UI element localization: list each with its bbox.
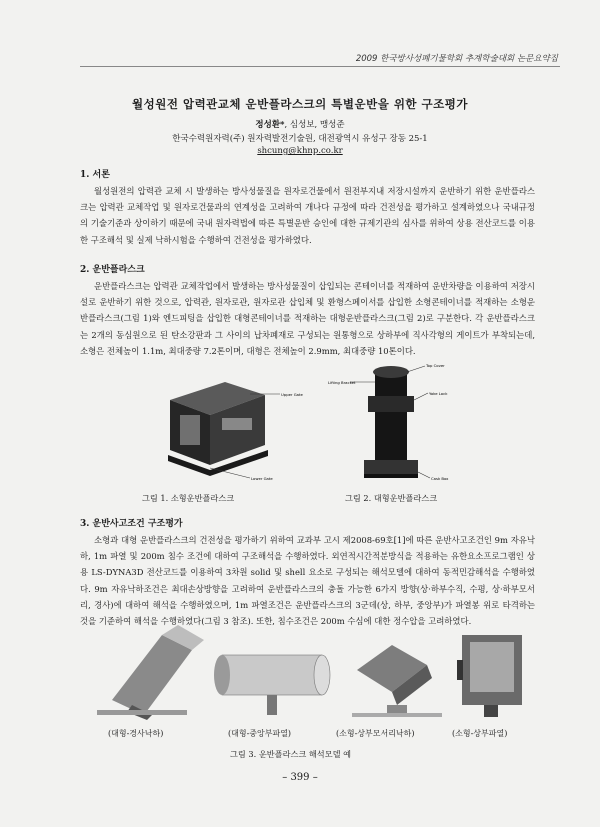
section-body-accident: 소형과 대형 운반플라스크의 건전성을 평가하기 위하여 교과부 고시 제2008-69호[1]에 따른 운반사고조건인 9m 자유낙하, 1m 파열 및 200m 침수 조건에 대하여 구조해석을 수행하였다. 외연적시간적분방식을 적용하는 유한요소프로그램인 상용 LS-DYNA3D 전산코드를 이용하여 3차원 solid 및 shell 요소로 구성되는 해석모델에 대하여 동적민감해석을 수행하였다. 9m 자유낙하조건은 최대손상방향을 고려하여 운반플라스크의 충돌 가능한 6가지 방향(상·하부수직, 수평, 상·하부모서리, 경사)에 대하여 해석을 수행하였으며, 1m 파열조건은 운반플라스크의 3군데(상, 하부, 중앙부)가 파열봉 위로 타격하는 것을 기준하여 해석을 수행하였다(그림 3 참조). 또한, 침수조건은 200m 수심에 대한 정수압을 고려하였다. <box>80 535 535 627</box>
model-small-top-puncture <box>457 635 522 717</box>
author-email[interactable]: shcung@khnp.co.kr <box>257 146 343 156</box>
email-line <box>0 146 600 156</box>
small-flask-figure <box>168 382 303 481</box>
running-head: 2009 한국방사성폐기물학회 추계학술대회 논문요약집 <box>355 54 558 64</box>
author-line <box>0 118 600 130</box>
label-yoke-lock: Yoke Lock <box>429 391 448 396</box>
figure-3-subcaption-1: (대형-경사낙하) <box>108 729 164 738</box>
label-upper-gate: Upper Gate <box>281 392 303 397</box>
main-author: 정성환* <box>255 120 285 130</box>
figure-3-caption: 그림 3. 운반플라스크 해석모델 예 <box>230 749 352 759</box>
figure-2-caption: 그림 2. 대형운반플라스크 <box>345 493 438 503</box>
figure-1-2-images <box>150 360 470 488</box>
co-authors: , 심성보, 맹성준 <box>284 120 345 130</box>
section-body-flask: 운반플라스크는 압력관 교체작업에서 발생하는 방사성물질이 삽입되는 콘테이너를 적재하여 운반차량을 이용하여 저장시설로 운반하기 위한 것으로, 압력관, 원자로관, 원자로관 삽입체 및 환형스페이서를 삽입한 소형콘테이너를 적재하는 소형운반플라스크(그림 1)와 엔드피팅을 삽입한 대형콘테이너를 적재하는 대형운반플라스크(그림 2)로 구분한다. 각 운반플라스크는 2개의 동심원으로 된 탄소강판과 그 사이의 납차폐재로 구성되는 원통형으로 상하부에 직사각형의 게이트가 부착되는데, 소형은 전체높이 1.1m, 최대중량 7.2톤이며, 대형은 전체높이 2.9mm, 최대중량 10톤이다. <box>80 281 535 356</box>
model-large-oblique-drop <box>97 625 204 720</box>
model-small-top-corner-drop <box>352 645 442 717</box>
section-body-intro: 월성원전의 압력관 교체 시 발생하는 방사성물질을 원자로건물에서 원전부지내 저장시설까지 운반하기 위한 운반플라스크는 압력관 교체작업 및 원자로건물과의 연계성을 고려하여 개나다 규정에 따라 건전성을 평가하고 설계하였으나 국내규정의 기술기준과 상이하기 때문에 국내 원자력법에 따른 특별운반 승인에 대한 규제기관의 심사를 위하여 상용 전산코드를 이용한 구조해석 및 실제 낙하시험을 수행하여 건전성을 평가하였다. <box>80 186 535 245</box>
paper-title: 월성원전 압력관교체 운반플라스크의 특별운반을 위한 구조평가 <box>132 97 468 111</box>
label-cask-box: Cask Box <box>431 476 449 481</box>
label-lifting-bracket: Lifting Bracket <box>328 380 356 385</box>
model-large-center-puncture <box>214 655 330 715</box>
large-flask-figure <box>328 363 449 481</box>
figure-3-subcaption-3: (소형-상부모서리낙하) <box>336 729 415 738</box>
figure-1-caption: 그림 1. 소형운반플라스크 <box>142 493 235 503</box>
label-lower-gate: Lower Gate <box>251 476 273 481</box>
figure-3-subcaption-4: (소형-상부파열) <box>452 729 508 738</box>
section-heading-intro: 1. 서론 <box>80 170 110 180</box>
page-number: – 399 – <box>282 772 318 783</box>
label-top-cover: Top Cover <box>426 363 445 368</box>
section-heading-flask: 2. 운반플라스크 <box>80 265 145 275</box>
figure-3-images <box>92 620 532 720</box>
affiliation: 한국수력원자력(주) 원자력발전기술원, 대전광역시 유성구 장동 25-1 <box>172 134 428 144</box>
section-heading-accident: 3. 운반사고조건 구조평가 <box>80 519 183 529</box>
figure-3-subcaption-2: (대형-중앙부파열) <box>228 729 292 738</box>
header-rule <box>80 66 560 67</box>
